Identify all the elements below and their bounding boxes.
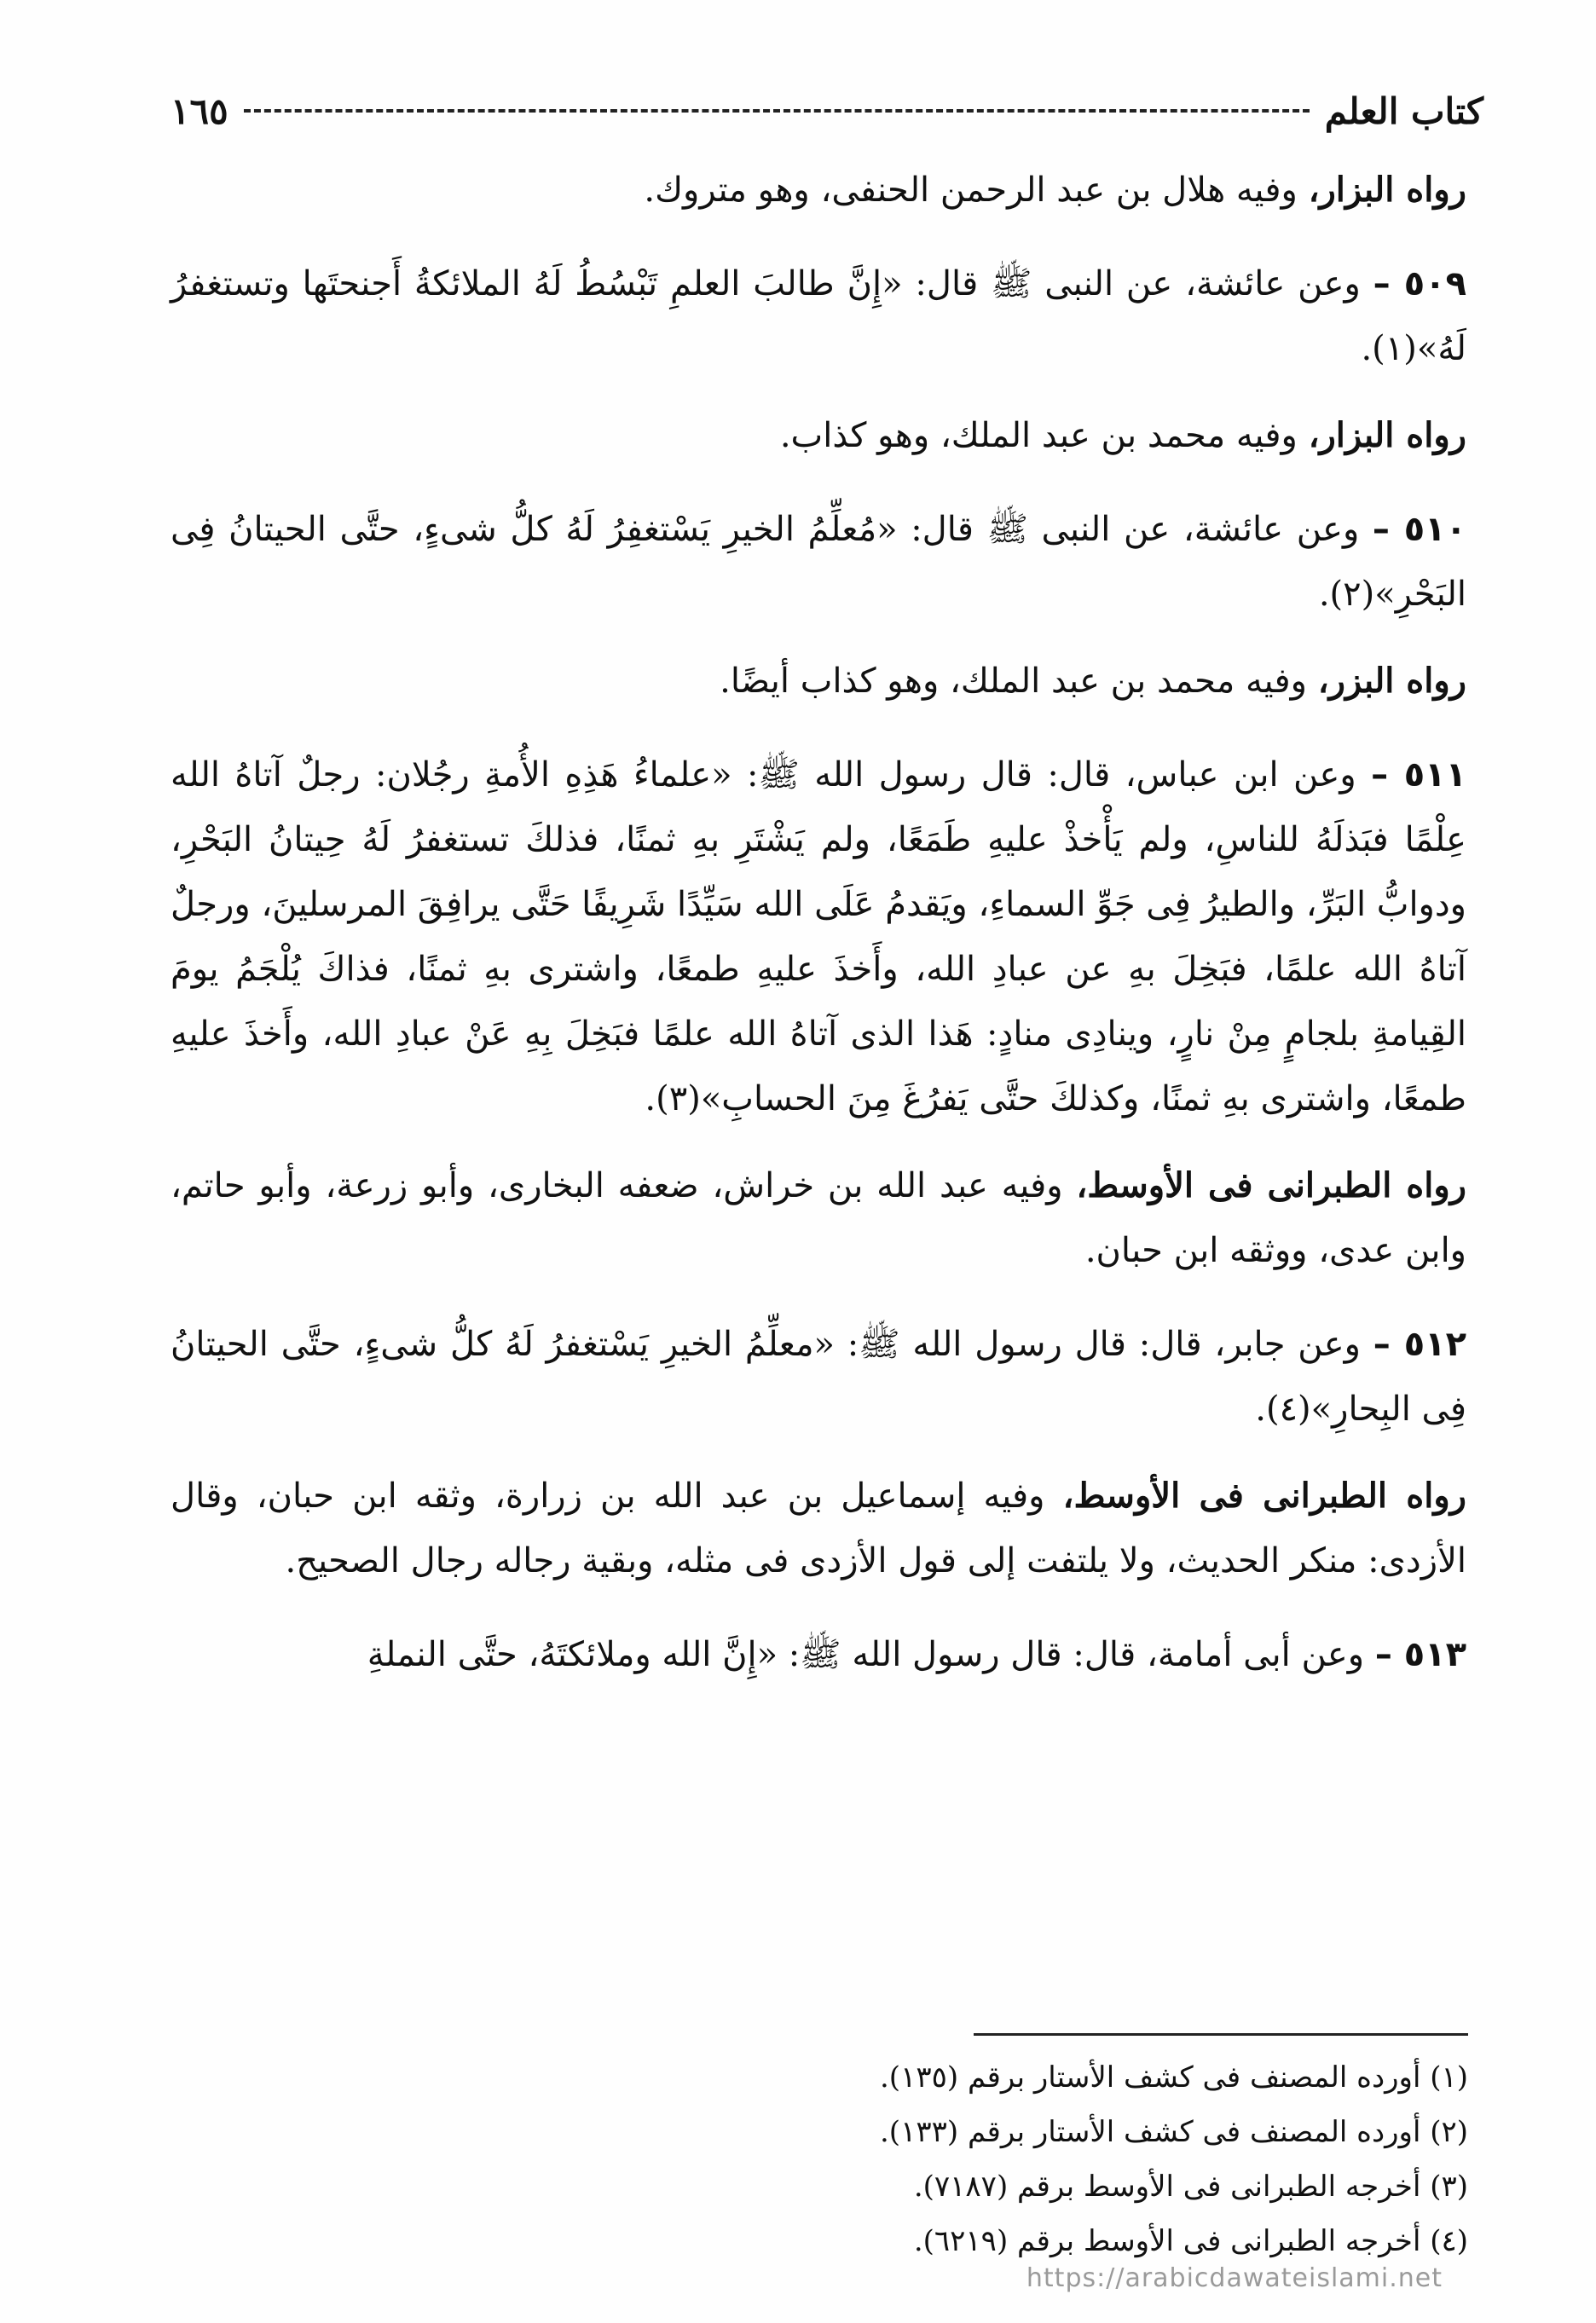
hadith-text: وعن جابر، قال: قال رسول الله ﷺ: «معلِّمُ الخيرِ يَسْتغفرُ لَهُ كلُّ شىءٍ، حتَّى الحيتانُ فِى البِحارِ»(٤). — [171, 1325, 1466, 1429]
chapter-title: كتاب العلم — [1324, 90, 1483, 132]
source-text: وفيه إسماعيل بن عبد الله بن زرارة، وثقه ابن حبان، وقال الأزدى: منكر الحديث، ولا يلتفت إلى قول الأزدى فى مثله، وبقية رجاله رجال الصحيح. — [171, 1476, 1466, 1580]
hadith-510 — [171, 497, 1466, 627]
source-text: وفيه محمد بن عبد الملك، وهو كذاب أيضًا. — [720, 662, 1318, 701]
hadith-512 — [171, 1312, 1466, 1442]
source-note — [171, 158, 1466, 222]
hadith-number: ٥١١ – — [1371, 755, 1466, 795]
footnote: (٢) أورده المصنف فى كشف الأستار برقم (١٣٣). — [880, 2115, 1468, 2149]
hadith-513 — [171, 1622, 1466, 1687]
hadith-509 — [171, 251, 1466, 381]
footnote-separator — [974, 2033, 1468, 2036]
source-note — [171, 403, 1466, 468]
source-lead: رواه البزر، — [1317, 661, 1466, 701]
source-lead: رواه الطبرانى فى الأوسط، — [1076, 1165, 1466, 1205]
watermark-url: https://arabicdawateislami.net — [1026, 2263, 1443, 2293]
hadith-text: وعن ابن عباس، قال: قال رسول الله ﷺ: «علماءُ هَذِهِ الأُمةِ رجُلان: رجلٌ آتاهُ الله عِلْمًا فبَذلَهُ للناسِ، ولم يَأْخذْ عليهِ طَمَعًا، ولم يَشْتَرِ بهِ ثمنًا، فذلكَ تستغفرُ لَهُ حِيتانُ البَحْرِ، ودوابُّ البَرِّ، والطيرُ فِى جَوِّ السماءِ، ويَقدمُ عَلَى الله سَيِّدًا شَرِيفًا حَتَّى يرافِقَ المرسلينَ، ورجلٌ آتاهُ الله علمًا، فبَخِلَ بهِ عن عبادِ الله، وأَخذَ عليهِ طمعًا، واشترى بهِ ثمنًا، فذاكَ يُلْجَمُ يومَ القِيامةِ بلجامٍ مِنْ نارٍ، وينادِى منادٍ: هَذا الذى آتاهُ الله علمًا فبَخِلَ بِهِ عَنْ عبادِ الله، وأَخذَ عليهِ طمعًا، واشترى بهِ ثمنًا، وكذلكَ حتَّى يَفرُغَ مِنَ الحسابِ»(٣). — [171, 755, 1467, 1118]
hadith-text: وعن عائشة، عن النبى ﷺ قال: «مُعلِّمُ الخيرِ يَسْتغفِرُ لَهُ كلُّ شىءٍ، حتَّى الحيتانُ فِى البَحْرِ»(٢). — [171, 510, 1466, 614]
source-lead: رواه البزار، — [1308, 415, 1466, 455]
hadith-text: وعن عائشة، عن النبى ﷺ قال: «إِنَّ طالبَ العلمِ تَبْسُطُ لَهُ الملائكةُ أَجنحتَها وتستغفرُ لَهُ»(١). — [171, 264, 1466, 368]
hadith-511 — [171, 743, 1466, 1131]
footnotes — [530, 2050, 1468, 2268]
source-note — [171, 649, 1466, 714]
hadith-number: ٥١٣ – — [1374, 1635, 1466, 1674]
hadith-number: ٥١٠ – — [1372, 510, 1466, 549]
hadith-text: وعن أبى أمامة، قال: قال رسول الله ﷺ: «إِنَّ الله وملائكتَهُ، حتَّى النملةِ — [367, 1635, 1375, 1674]
running-header — [171, 85, 1483, 136]
source-note — [171, 1464, 1466, 1593]
source-lead: رواه البزار، — [1308, 170, 1466, 210]
footnote: (٤) أخرجه الطبرانى فى الأوسط برقم (٦٢١٩). — [913, 2224, 1468, 2258]
source-note — [171, 1153, 1466, 1283]
source-text: وفيه محمد بن عبد الملك، وهو كذاب. — [779, 416, 1309, 455]
page-number: ١٦٥ — [171, 90, 228, 132]
hadith-number: ٥١٢ – — [1373, 1325, 1466, 1364]
footnote: (١) أورده المصنف فى كشف الأستار برقم (١٣٥). — [880, 2060, 1468, 2095]
source-lead: رواه الطبرانى فى الأوسط، — [1062, 1476, 1466, 1516]
header-dashed-rule — [244, 109, 1310, 113]
source-text: وفيه هلال بن عبد الرحمن الحنفى، وهو متروك. — [644, 170, 1309, 210]
footnote: (٣) أخرجه الطبرانى فى الأوسط برقم (٧١٨٧). — [913, 2170, 1468, 2204]
hadith-number: ٥٠٩ – — [1373, 264, 1466, 303]
page-body — [171, 158, 1466, 1709]
source-text: وفيه عبد الله بن خراش، ضعفه البخارى، وأبو زرعة، وأبو حاتم، وابن عدى، ووثقه ابن حبان. — [171, 1166, 1466, 1270]
